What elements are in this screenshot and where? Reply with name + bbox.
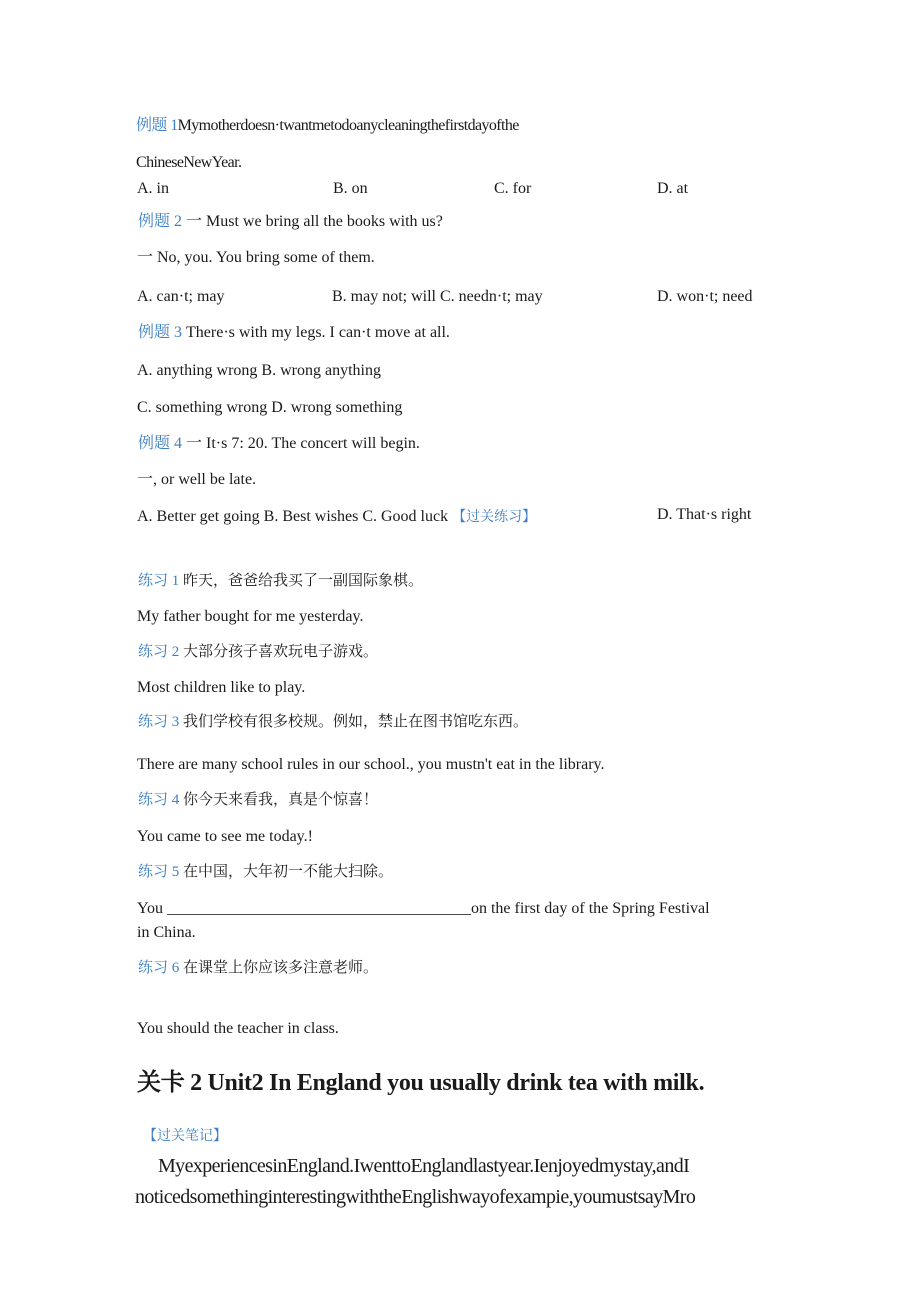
example-2-question-text: 一 Must we bring all the books with us? bbox=[186, 213, 443, 230]
practice-1-chinese: 昨天，爸爸给我买了一副国际象棋。 bbox=[183, 573, 424, 589]
example-4-label: 例题 4 bbox=[138, 435, 183, 452]
example-1-line-2: ChineseNewYear. bbox=[136, 154, 242, 171]
example-3-question-text: There·s with my legs. I can·t move at all. bbox=[186, 324, 450, 341]
notes-paragraph-line-2: noticedsomethinginterestingwiththeEnglishwayofexampie,youmustsayMro bbox=[135, 1186, 696, 1208]
example-3-label: 例题 3 bbox=[138, 324, 183, 341]
example-1-option-c: C. for bbox=[494, 180, 532, 197]
example-3-options-cd: C. something wrong D. wrong something bbox=[137, 399, 403, 416]
practice-6-prompt bbox=[138, 958, 378, 978]
notes-paragraph-line-1: MyexperiencesinEngland.IwenttoEnglandlastyear.Ienjoyedmystay,andI bbox=[158, 1155, 690, 1177]
practice-1-label: 练习 1 bbox=[138, 573, 180, 589]
practice-3-chinese: 我们学校有很多校规。例如，禁止在图书馆吃东西。 bbox=[183, 714, 529, 730]
example-4-options-abc-text: A. Better get going B. Best wishes C. Good luck bbox=[137, 508, 449, 525]
practice-6-english: You should the teacher in class. bbox=[137, 1020, 339, 1037]
practice-3-prompt bbox=[138, 712, 528, 732]
example-4-answer: 一, or well be late. bbox=[137, 471, 257, 488]
example-2-question bbox=[138, 212, 443, 232]
example-1-label: 例题 1 bbox=[136, 117, 178, 134]
level-2-heading: 关卡 2 Unit2 In England you usually drink tea with milk. bbox=[137, 1070, 705, 1096]
practice-2-label: 练习 2 bbox=[138, 644, 180, 660]
example-1-line-1 bbox=[136, 116, 519, 136]
example-2-option-bc: B. may not; will C. needn·t; may bbox=[332, 288, 543, 305]
practice-5-english-cont: in China. bbox=[137, 924, 196, 941]
practice-3-label: 练习 3 bbox=[138, 714, 180, 730]
practice-2-prompt bbox=[138, 642, 378, 662]
practice-1-prompt bbox=[138, 571, 423, 591]
example-2-option-d: D. won·t; need bbox=[657, 288, 753, 305]
practice-6-label: 练习 6 bbox=[138, 960, 180, 976]
practice-5-prompt bbox=[138, 862, 393, 882]
practice-1-english: My father bought for me yesterday. bbox=[137, 608, 364, 625]
practice-4-english: You came to see me today.! bbox=[137, 828, 313, 845]
example-1-option-d: D. at bbox=[657, 180, 689, 197]
notes-section-tag: 【过关笔记】 bbox=[143, 1129, 227, 1144]
practice-5-label: 练习 5 bbox=[138, 864, 180, 880]
example-2-option-a: A. can·t; may bbox=[137, 288, 225, 305]
example-3-options-ab: A. anything wrong B. wrong anything bbox=[137, 362, 381, 379]
practice-3-english: There are many school rules in our school., you mustn't eat in the library. bbox=[137, 756, 605, 773]
practice-2-english: Most children like to play. bbox=[137, 679, 306, 696]
example-1-option-a: A. in bbox=[137, 180, 169, 197]
example-4-question-text: 一 It·s 7: 20. The concert will begin. bbox=[186, 435, 420, 452]
practice-4-chinese: 你今天来看我，真是个惊喜！ bbox=[183, 792, 379, 808]
practice-section-tag: 【过关练习】 bbox=[452, 510, 537, 525]
example-1-text: Mymotherdoesn·twantmetodoanycleaningthefirstdayofthe bbox=[177, 117, 519, 134]
example-4-option-d: D. That·s right bbox=[657, 506, 752, 523]
practice-6-chinese: 在课堂上你应该多注意老师。 bbox=[183, 960, 379, 976]
practice-4-prompt bbox=[138, 790, 378, 810]
example-4-question bbox=[138, 434, 420, 454]
example-2-answer: 一 No, you. You bring some of them. bbox=[137, 249, 375, 266]
practice-5-chinese: 在中国，大年初一不能大扫除。 bbox=[183, 864, 394, 880]
practice-4-label: 练习 4 bbox=[138, 792, 180, 808]
practice-2-chinese: 大部分孩子喜欢玩电子游戏。 bbox=[183, 644, 379, 660]
example-3-question bbox=[138, 323, 450, 343]
practice-5-english: You ______________________________________on the first day of the Spring Festival bbox=[137, 900, 710, 917]
example-2-label: 例题 2 bbox=[138, 213, 183, 230]
example-4-options-abc bbox=[137, 507, 536, 528]
example-1-option-b: B. on bbox=[333, 180, 368, 197]
